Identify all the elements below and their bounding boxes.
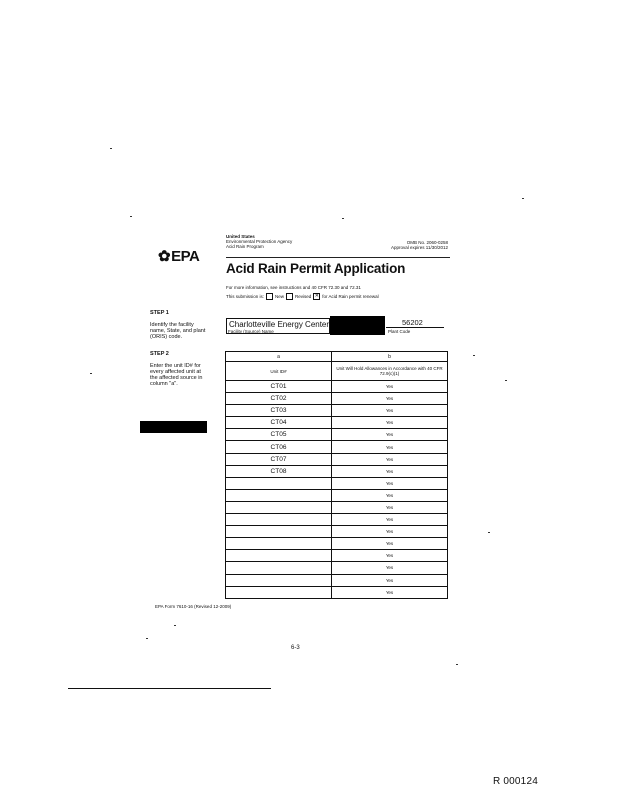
form-number: EPA Form 7610-16 (Revised 12-2009) xyxy=(155,604,232,609)
unit-id-cell[interactable]: CT03 xyxy=(226,405,332,417)
new-checkbox[interactable] xyxy=(266,293,273,300)
unit-id-cell[interactable] xyxy=(226,526,332,538)
scan-speck xyxy=(130,216,132,217)
table-row xyxy=(226,393,448,405)
holds-allowances-cell[interactable]: Yes xyxy=(332,477,448,489)
plant-code-rule xyxy=(386,327,444,328)
table-row xyxy=(226,489,448,501)
table-row xyxy=(226,574,448,586)
redaction-block xyxy=(140,421,207,433)
holds-allowances-cell[interactable]: Yes xyxy=(332,381,448,393)
unit-id-cell[interactable] xyxy=(226,550,332,562)
unit-id-cell[interactable] xyxy=(226,586,332,598)
unit-id-cell[interactable]: CT04 xyxy=(226,417,332,429)
step1-instructions: Identify the facility name, State, and plant (ORIS) code. xyxy=(150,322,206,340)
holds-allowances-cell[interactable]: Yes xyxy=(332,453,448,465)
unit-id-cell[interactable] xyxy=(226,538,332,550)
unit-id-cell[interactable]: CT07 xyxy=(226,453,332,465)
holds-allowances-cell[interactable]: Yes xyxy=(332,465,448,477)
holds-allowances-cell[interactable]: Yes xyxy=(332,501,448,513)
unit-id-cell[interactable] xyxy=(226,514,332,526)
scan-speck xyxy=(488,532,490,533)
epa-flower-icon: ✿ xyxy=(158,248,171,265)
holds-allowances-cell[interactable]: Yes xyxy=(332,429,448,441)
page-title: Acid Rain Permit Application xyxy=(226,261,406,276)
bates-number: R 000124 xyxy=(493,776,538,787)
scan-speck xyxy=(522,198,524,199)
scan-speck xyxy=(473,355,475,356)
epa-logo: ✿EPA xyxy=(158,248,200,265)
plant-code-label: Plant Code xyxy=(388,329,411,334)
column-b-letter: b xyxy=(332,352,448,362)
unit-id-cell[interactable]: CT02 xyxy=(226,393,332,405)
holds-allowances-cell[interactable]: Yes xyxy=(332,393,448,405)
unit-id-cell[interactable] xyxy=(226,477,332,489)
scan-speck xyxy=(110,148,112,149)
holds-allowances-cell[interactable]: Yes xyxy=(332,526,448,538)
page-number: 6-3 xyxy=(291,645,300,651)
step1-label: STEP 1 xyxy=(150,310,169,316)
table-row xyxy=(226,429,448,441)
facility-name-value: Charlotteville Energy Center xyxy=(229,320,330,329)
scan-speck xyxy=(456,664,458,665)
unit-id-cell[interactable] xyxy=(226,489,332,501)
table-row xyxy=(226,453,448,465)
step2-instructions: Enter the unit ID# for every affected unit at the affected source in column "a". xyxy=(150,363,203,387)
table-row xyxy=(226,381,448,393)
table-row xyxy=(226,465,448,477)
table-row xyxy=(226,562,448,574)
unit-id-cell[interactable] xyxy=(226,574,332,586)
redaction-block xyxy=(330,316,385,335)
scan-speck xyxy=(174,625,176,626)
facility-name-label: Facility (Source) Name xyxy=(228,329,274,334)
holds-allowances-cell[interactable]: Yes xyxy=(332,550,448,562)
unit-id-cell[interactable] xyxy=(226,501,332,513)
omb-block: OMB No. 2060-0258 Approval expires 11/30/2012 xyxy=(391,240,448,250)
scan-speck xyxy=(505,380,507,381)
header-rule xyxy=(226,257,450,258)
agency-block: United States Environmental Protection Agency Acid Rain Program xyxy=(226,234,293,249)
unit-id-cell[interactable] xyxy=(226,562,332,574)
column-a-letter: a xyxy=(226,352,332,362)
table-row xyxy=(226,501,448,513)
holds-allowances-cell[interactable]: Yes xyxy=(332,574,448,586)
revised-checkbox[interactable] xyxy=(286,293,293,300)
table-row xyxy=(226,550,448,562)
holds-allowances-cell[interactable]: Yes xyxy=(332,405,448,417)
column-b-header: Unit Will Hold Allowances in Accordance with 40 CFR 72.9(c)(1) xyxy=(332,362,448,381)
scan-speck xyxy=(342,218,344,219)
renewal-checkbox[interactable]: ✕ xyxy=(314,293,319,299)
holds-allowances-cell[interactable]: Yes xyxy=(332,538,448,550)
table-row xyxy=(226,477,448,489)
table-row xyxy=(226,586,448,598)
table-row xyxy=(226,526,448,538)
table-row xyxy=(226,441,448,453)
holds-allowances-cell[interactable]: Yes xyxy=(332,514,448,526)
scan-speck xyxy=(146,638,148,639)
table-row xyxy=(226,405,448,417)
instructions-text: For more information, see instructions and 40 CFR 72.30 and 72.31 xyxy=(226,285,361,290)
holds-allowances-cell[interactable]: Yes xyxy=(332,562,448,574)
plant-code-value: 56202 xyxy=(402,318,423,327)
table-row xyxy=(226,538,448,550)
unit-id-cell[interactable]: CT06 xyxy=(226,441,332,453)
unit-table xyxy=(225,351,448,599)
footnote-rule xyxy=(68,688,271,689)
step2-label: STEP 2 xyxy=(150,351,169,357)
holds-allowances-cell[interactable]: Yes xyxy=(332,489,448,501)
unit-id-cell[interactable]: CT01 xyxy=(226,381,332,393)
holds-allowances-cell[interactable]: Yes xyxy=(332,441,448,453)
table-row xyxy=(226,417,448,429)
table-row xyxy=(226,514,448,526)
scan-speck xyxy=(90,373,92,374)
column-a-header: Unit ID# xyxy=(226,362,332,381)
holds-allowances-cell[interactable]: Yes xyxy=(332,417,448,429)
holds-allowances-cell[interactable]: Yes xyxy=(332,586,448,598)
unit-id-cell[interactable]: CT05 xyxy=(226,429,332,441)
unit-id-cell[interactable]: CT08 xyxy=(226,465,332,477)
submission-type-row: This submission is: New Revised ✕ for Acid Rain permit renewal xyxy=(226,293,379,299)
